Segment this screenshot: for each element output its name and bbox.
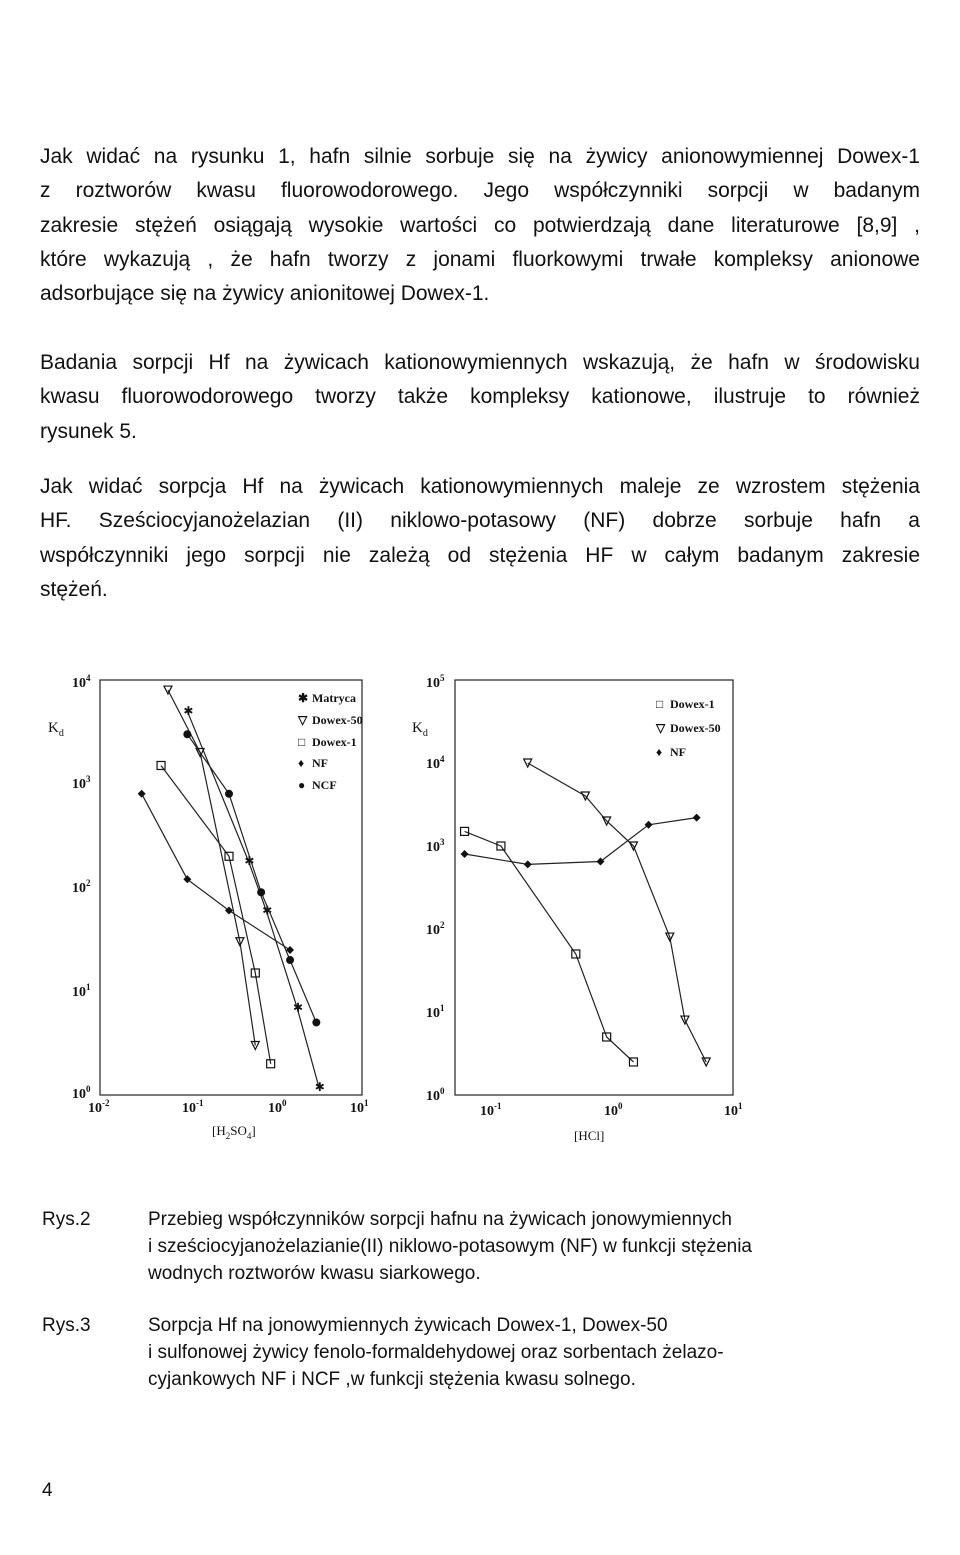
- legend-symbol: □: [298, 735, 306, 749]
- legend-label: Dowex-50: [670, 721, 721, 735]
- text-line: kwasu fluorowodorowego tworzy także kompleksy kationowe, ilustruje to również: [40, 385, 920, 409]
- legend-symbol: ♦: [656, 745, 663, 759]
- data-point-matryca: ✱: [183, 704, 194, 719]
- caption-label: Rys.2: [42, 1209, 91, 1230]
- legend-symbol: ▽: [656, 721, 666, 735]
- series-line-dowex-1: [465, 831, 634, 1062]
- series-line-ncf: [187, 734, 316, 1022]
- y-axis-label: $K_d$: [412, 720, 428, 739]
- x-tick-label: $10^{-1}$: [480, 1101, 502, 1119]
- y-tick-label: $10^2$: [426, 920, 445, 938]
- chart-hcl: [412, 673, 743, 1143]
- text-line: Jak widać sorpcja Hf na żywicach kationowymiennych maleje ze wzrostem stężenia: [40, 475, 920, 498]
- text-line: które wykazują , że hafn tworzy z jonami fluorkowymi trwałe kompleksy anionowe: [40, 247, 920, 271]
- x-tick-labels: [88, 1098, 369, 1116]
- y-tick-label: $10^1$: [426, 1003, 445, 1021]
- x-tick-label: $10^0$: [604, 1101, 623, 1119]
- series-line-nf: [142, 794, 290, 950]
- caption-line: cyjankowych NF i NCF ,w funkcji stężenia kwasu solnego.: [148, 1369, 636, 1390]
- x-tick-label: $10^1$: [350, 1098, 369, 1116]
- legend-label: NF: [670, 745, 686, 759]
- data-point-ncf: [312, 1018, 320, 1026]
- chart-h2so4: [48, 673, 369, 1141]
- legend-symbol: ✱: [298, 691, 309, 705]
- x-tick-label: $10^0$: [268, 1098, 287, 1116]
- series-line-dowex-50: [528, 763, 707, 1062]
- x-axis-label: $[H_2SO_4]$: [212, 1123, 256, 1141]
- x-tick-label: $10^1$: [724, 1101, 743, 1119]
- x-tick-label: $10^{-2}$: [88, 1098, 110, 1116]
- x-tick-labels: [480, 1101, 743, 1119]
- data-point-ncf: [257, 888, 265, 896]
- caption-line: i sulfonowej żywicy fenolo-formaldehydowej oraz sorbentach żelazo-: [148, 1342, 724, 1363]
- page-number: 4: [42, 1480, 53, 1501]
- x-tick-label: $10^{-1}$: [182, 1098, 204, 1116]
- data-point-nf: [138, 790, 146, 798]
- text-line: Badania sorpcji Hf na żywicach kationowymiennych wskazują, że hafn w środowisku: [40, 351, 920, 374]
- y-axis-label: $K_d$: [48, 720, 64, 739]
- y-tick-label: $10^5$: [426, 673, 445, 691]
- data-point-ncf: [225, 790, 233, 798]
- y-tick-label: $10^0$: [72, 1084, 91, 1102]
- data-point-matryca: ✱: [262, 903, 273, 918]
- plot-area: [461, 759, 711, 1066]
- data-point-matryca: ✱: [244, 854, 255, 869]
- legend-label: Dowex-50: [312, 713, 363, 727]
- y-tick-label: $10^3$: [426, 837, 445, 855]
- caption-line: Sorpcja Hf na jonowymiennych żywicach Dowex-1, Dowex-50: [148, 1315, 668, 1336]
- caption-text: [148, 1312, 868, 1393]
- y-tick-label: $10^4$: [426, 754, 445, 772]
- y-tick-label: $10^1$: [72, 982, 91, 1000]
- series-line-dowex-1: [161, 766, 271, 1064]
- text-line: Jak widać na rysunku 1, hafn silnie sorbuje się na żywicy anionowymiennej Dowex-1: [40, 145, 920, 168]
- series-line-nf: [465, 818, 697, 865]
- data-point-dowex-50: [164, 686, 172, 694]
- paragraph-2: [40, 346, 920, 449]
- data-point-nf: [693, 814, 701, 822]
- legend-label: Matryca: [312, 691, 356, 705]
- text-line: zakresie stężeń osiągają wysokie wartości co potwierdzają dane literaturowe [8,9] ,: [40, 213, 920, 237]
- figures: [0, 660, 960, 1180]
- caption-line: Przebieg współczynników sorpcji hafnu na żywicach jonowymiennych: [148, 1209, 732, 1230]
- paragraph-3: [40, 470, 920, 607]
- data-point-ncf: [286, 956, 294, 964]
- y-tick-labels: [426, 673, 445, 1104]
- plot-area: [138, 686, 325, 1094]
- legend: [655, 697, 721, 759]
- caption-line: wodnych roztworów kwasu siarkowego.: [148, 1263, 481, 1284]
- data-point-nf: [524, 860, 532, 868]
- text-line: z roztworów kwasu fluorowodorowego. Jego współczynniki sorpcji w badanym: [40, 179, 920, 203]
- caption-line: i sześciocyjanożelazianie(II) niklowo-potasowym (NF) w funkcji stężenia: [148, 1236, 752, 1257]
- text-line: współczynniki jego sorpcji nie zależą od stężenia HF w całym badanym zakresie: [40, 543, 920, 567]
- data-point-nf: [461, 850, 469, 858]
- y-tick-label: $10^3$: [72, 774, 91, 792]
- paragraph-1: [40, 140, 920, 311]
- y-tick-label: $10^4$: [72, 673, 91, 691]
- y-tick-label: $10^0$: [426, 1086, 445, 1104]
- legend-label: Dowex-1: [670, 697, 715, 711]
- y-tick-label: $10^2$: [72, 878, 91, 896]
- caption-label: Rys.3: [42, 1315, 91, 1336]
- legend-label: NF: [312, 756, 328, 770]
- text-line: HF. Sześciocyjanożelazian (II) niklowo-potasowy (NF) dobrze sorbuje hafn a: [40, 509, 920, 533]
- legend-symbol: ▽: [298, 713, 308, 727]
- text-line: rysunek 5.: [40, 419, 137, 443]
- legend-symbol: ♦: [298, 756, 305, 770]
- legend-symbol: ●: [298, 778, 306, 792]
- data-point-dowex-1: [461, 827, 469, 835]
- x-axis-label: [HCl]: [574, 1128, 605, 1143]
- text-line: stężeń.: [40, 577, 108, 601]
- data-point-matryca: ✱: [314, 1079, 325, 1094]
- data-point-ncf: [183, 730, 191, 738]
- text-line: adsorbujące się na żywicy anionitowej Dowex-1.: [40, 282, 490, 306]
- legend: [297, 691, 363, 792]
- caption-text: [148, 1206, 868, 1287]
- legend-symbol: □: [656, 697, 664, 711]
- y-tick-labels: [72, 673, 91, 1102]
- legend-label: NCF: [312, 778, 337, 792]
- data-point-matryca: ✱: [292, 1000, 304, 1015]
- legend-label: Dowex-1: [312, 735, 357, 749]
